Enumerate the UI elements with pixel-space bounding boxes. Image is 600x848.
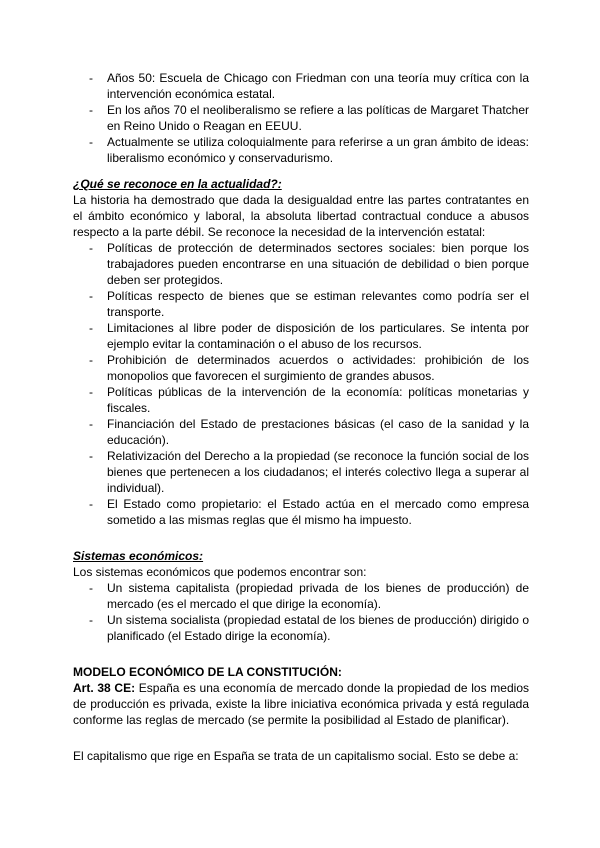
bullet-marker: -: [89, 353, 93, 367]
list-item: [73, 496, 529, 528]
section-heading-modelo: MODELO ECONÓMICO DE LA CONSTITUCIÓN:: [73, 665, 342, 679]
article-text: España es una economía de mercado donde la propiedad de los medios de producción es privada, existe la libre iniciativa económica privada y está regulada conforme las reglas de mercado (se permite la posibilidad al Estado de planificar).: [73, 681, 529, 727]
bullet-marker: -: [89, 581, 93, 595]
list-item-text: El Estado como propietario: el Estado actúa en el mercado como empresa sometido a las mismas reglas que él mismo ha impuesto.: [107, 497, 529, 527]
list-item: [73, 416, 529, 448]
bullet-marker: -: [89, 497, 93, 511]
section-paragraph-reconoce: La historia ha demostrado que dada la desigualdad entre las partes contratantes en el ámbito económico y laboral, la absoluta libertad contractual conduce a abusos respecto a la parte débil. Se reconoce la necesidad de la intervención estatal:: [73, 193, 529, 239]
intro-list: [73, 70, 529, 166]
list-item: [73, 320, 529, 352]
list-item-text: Relativización del Derecho a la propiedad (se reconoce la función social de los bienes que pertenecen a los ciudadanos; el interés colectivo llega a superar al individual).: [107, 449, 529, 495]
list-item-text: Políticas respecto de bienes que se estiman relevantes como podría ser el transporte.: [107, 289, 529, 319]
list-item-text: Financiación del Estado de prestaciones básicas (el caso de la sanidad y la educación).: [107, 417, 529, 447]
bullet-marker: -: [89, 321, 93, 335]
bullet-marker: -: [89, 71, 93, 85]
article-label: Art. 38 CE:: [73, 681, 136, 695]
bullet-marker: -: [89, 613, 93, 627]
bullet-marker: -: [89, 241, 93, 255]
list-item-text: Un sistema capitalista (propiedad privada de los bienes de producción) de mercado (es el mercado el que dirige la economía).: [107, 581, 529, 611]
list-item: [73, 240, 529, 288]
bullet-marker: -: [89, 289, 93, 303]
bullet-marker: -: [89, 135, 93, 149]
list-item-text: Políticas públicas de la intervención de la economía: políticas monetarias y fiscales.: [107, 385, 529, 415]
sistemas-list: [73, 580, 529, 644]
list-item: [73, 102, 529, 134]
list-item-text: Un sistema socialista (propiedad estatal de los bienes de producción) dirigido o planificado (el Estado dirige la economía).: [107, 613, 529, 643]
list-item-text: Prohibición de determinados acuerdos o actividades: prohibición de los monopolios que favorecen el surgimiento de grandes abusos.: [107, 353, 529, 383]
bullet-marker: -: [89, 449, 93, 463]
list-item: [73, 70, 529, 102]
bullet-marker: -: [89, 417, 93, 431]
list-item: [73, 288, 529, 320]
document-page: [73, 70, 529, 764]
section-heading-reconoce: ¿Qué se reconoce en la actualidad?:: [73, 177, 282, 191]
bullet-marker: -: [89, 385, 93, 399]
list-item-text: En los años 70 el neoliberalismo se refiere a las políticas de Margaret Thatcher en Reino Unido o Reagan en EEUU.: [107, 103, 529, 133]
list-item: [73, 580, 529, 612]
list-item: [73, 612, 529, 644]
closing-paragraph: El capitalismo que rige en España se trata de un capitalismo social. Esto se debe a:: [73, 749, 519, 763]
list-item: [73, 134, 529, 166]
list-item: [73, 448, 529, 496]
section-heading-sistemas: Sistemas económicos:: [73, 549, 204, 563]
section-paragraph-sistemas: Los sistemas económicos que podemos encontrar son:: [73, 565, 367, 579]
list-item-text: Años 50: Escuela de Chicago con Friedman con una teoría muy crítica con la intervención económica estatal.: [107, 71, 529, 101]
list-item-text: Limitaciones al libre poder de disposición de los particulares. Se intenta por ejemplo evitar la contaminación o el abuso de los recursos.: [107, 321, 529, 351]
list-item: [73, 352, 529, 384]
reconoce-list: [73, 240, 529, 528]
list-item-text: Actualmente se utiliza coloquialmente para referirse a un gran ámbito de ideas: liberalismo económico y conservadurismo.: [107, 135, 529, 165]
bullet-marker: -: [89, 103, 93, 117]
article-paragraph: [73, 680, 529, 728]
list-item-text: Políticas de protección de determinados sectores sociales: bien porque los trabajadores pueden encontrarse en una situación de debilidad o bien porque deben ser protegidos.: [107, 241, 529, 287]
list-item: [73, 384, 529, 416]
